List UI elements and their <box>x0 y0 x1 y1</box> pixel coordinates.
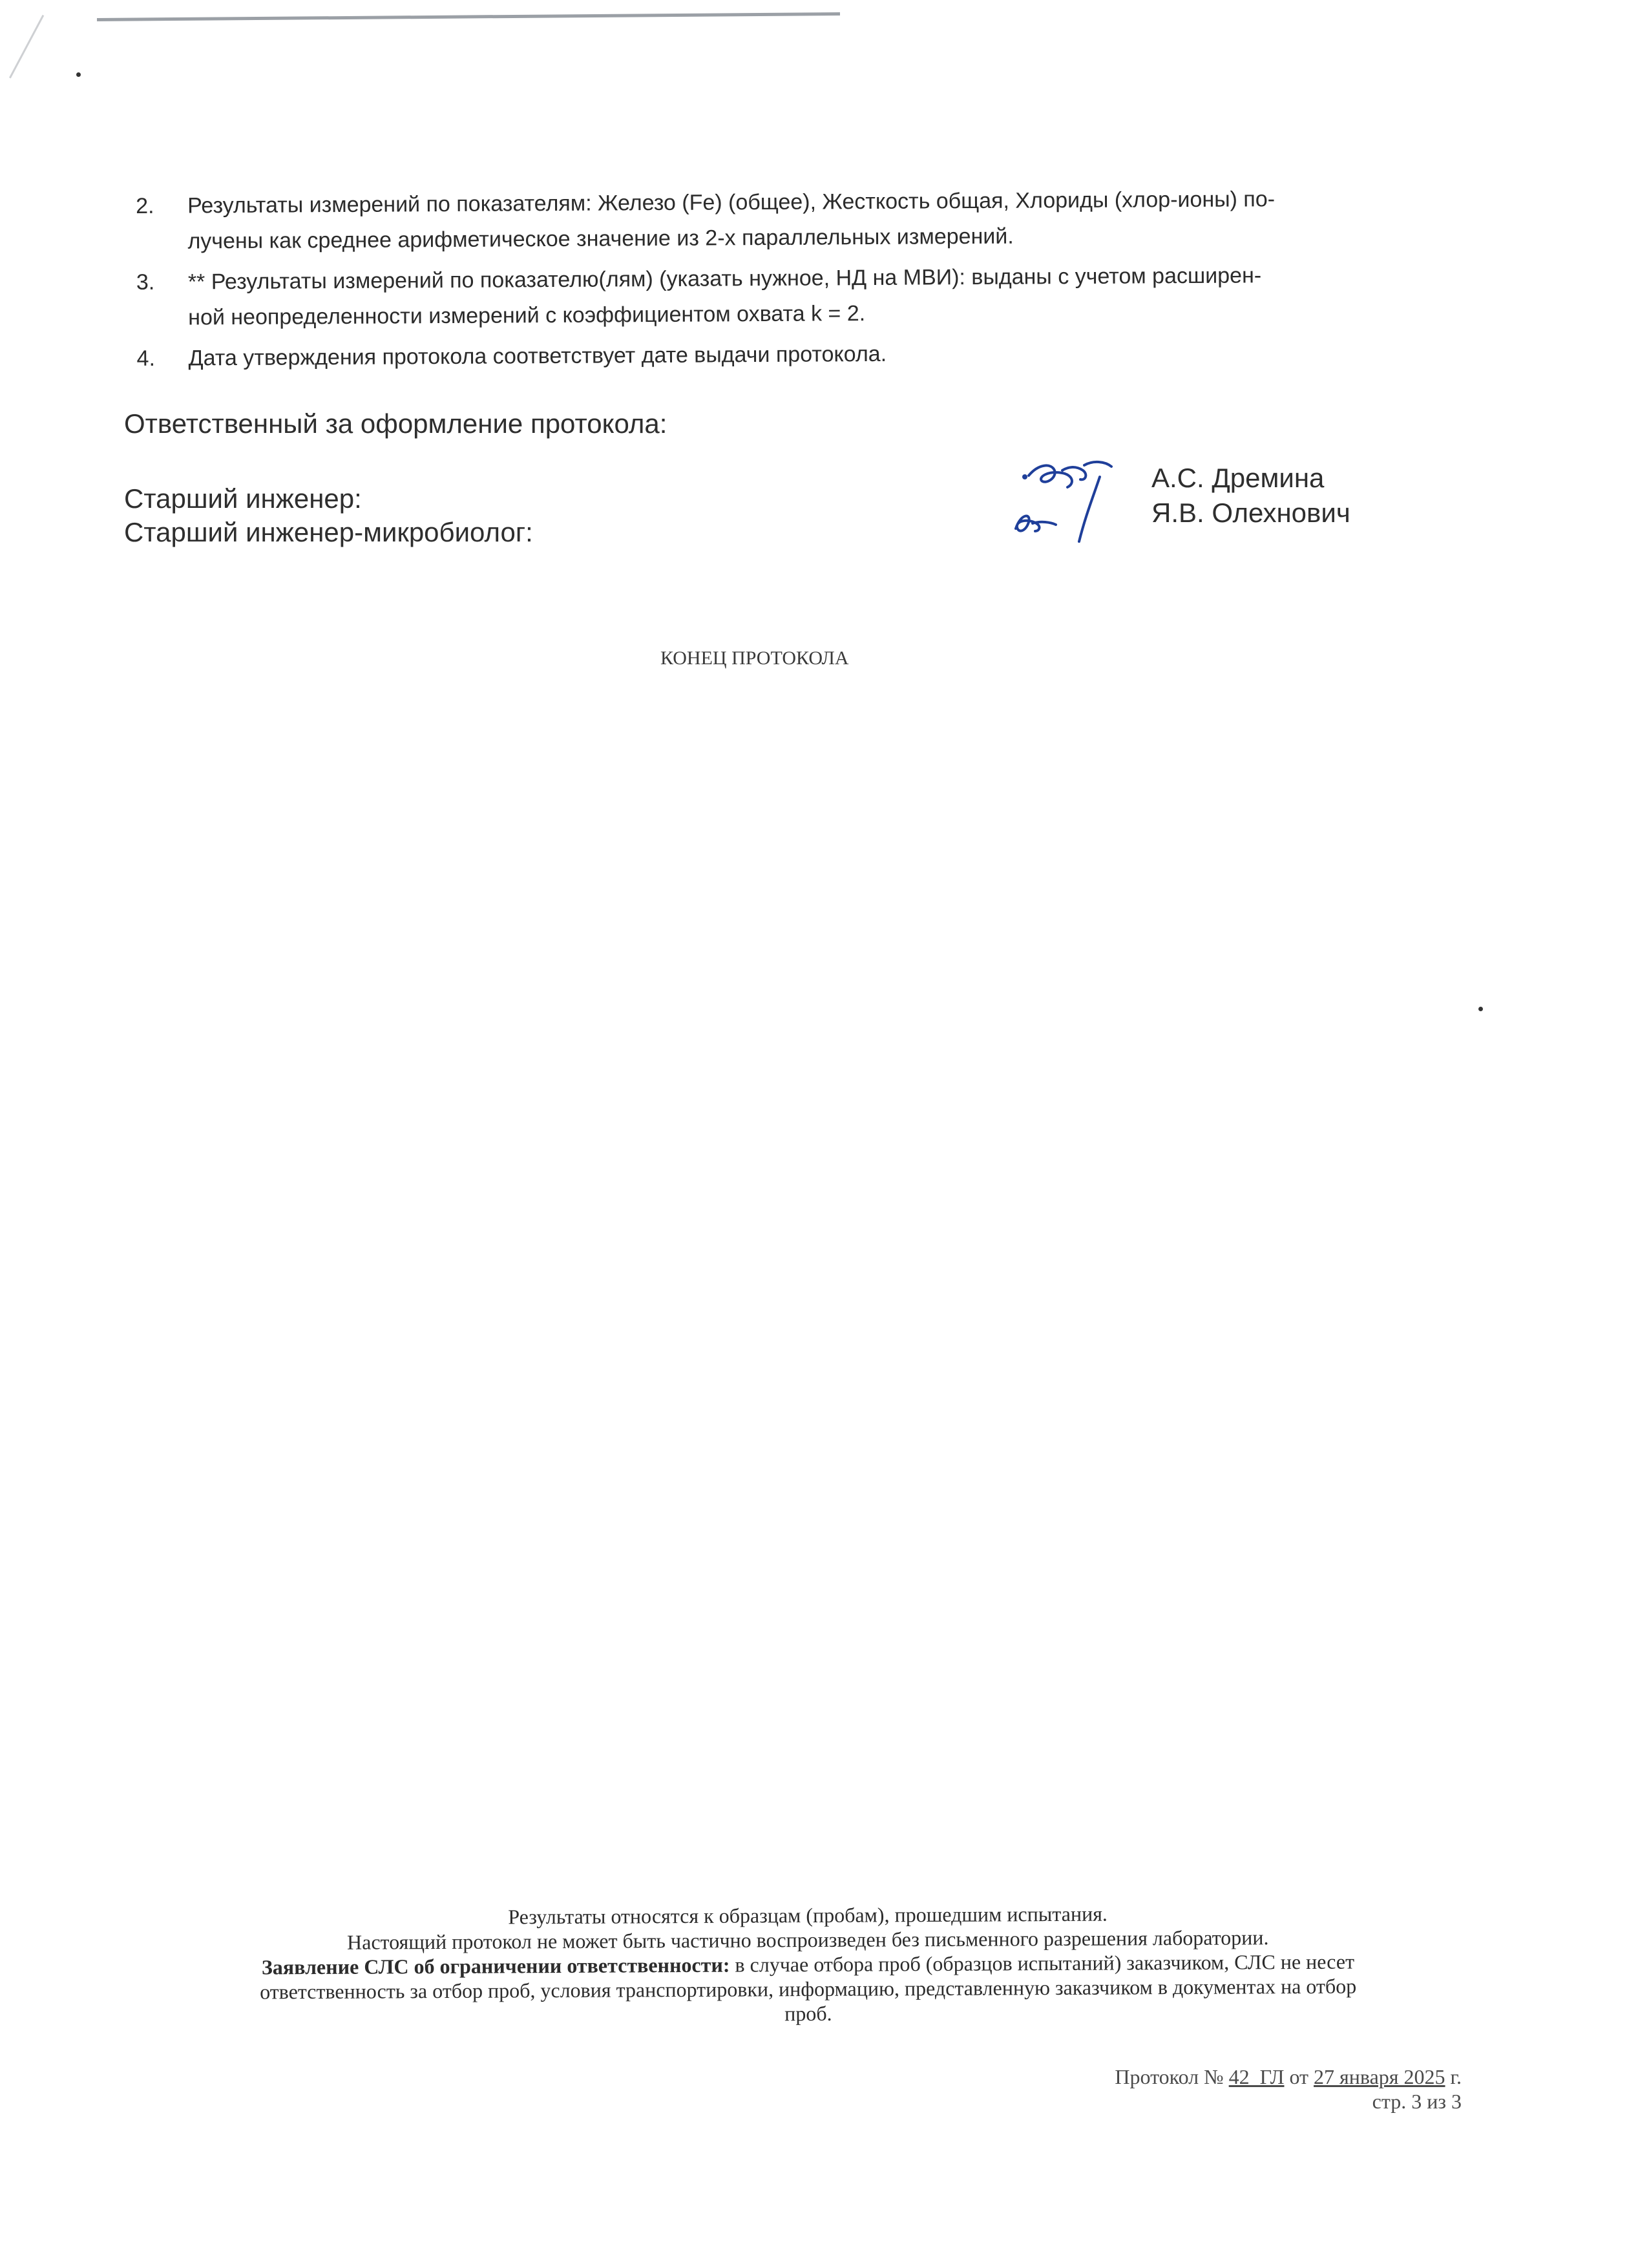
role-senior-microbiologist: Старший инженер-микробиолог: <box>124 517 533 547</box>
footer-line: Настоящий протокол не может быть частично воспроизведен без письменного разрешения лаборатории. <box>346 1926 1269 1954</box>
role-senior-engineer: Старший инженер: <box>124 483 362 514</box>
protocol-number-line <box>1115 2064 1462 2089</box>
note-item <box>130 333 1409 377</box>
note-line: Результаты измерений по показателям: Железо (Fe) (общее), Жесткость общая, Хлориды (хлор-ионы) по- <box>187 187 1276 218</box>
notes-list <box>129 181 1410 382</box>
name-dremina: А.С. Дремина <box>1151 463 1325 493</box>
scan-speck <box>76 72 81 77</box>
protocol-suffix: г. <box>1445 2065 1462 2088</box>
note-line: лучены как среднее арифметическое значение из 2-х параллельных измерений. <box>187 224 1014 254</box>
name-olekhnovich: Я.В. Олехнович <box>1151 498 1350 528</box>
protocol-middle: от <box>1284 2065 1314 2088</box>
protocol-date: 27 января 2025 <box>1314 2065 1445 2088</box>
disclaimer-label: Заявление СЛС об ограничении ответственности: <box>261 1953 730 1979</box>
protocol-prefix: Протокол № <box>1115 2065 1229 2088</box>
footer-line: Результаты относятся к образцам (пробам), прошедшим испытания. <box>508 1902 1108 1929</box>
scan-edge-shadow <box>97 12 840 21</box>
note-line: ** Результаты измерений по показателю(лям) (указать нужное, НД на МВИ): выданы с учетом расширен- <box>187 263 1262 295</box>
page-number: стр. 3 из 3 <box>1372 2090 1462 2113</box>
scan-corner-shadow <box>9 15 44 79</box>
note-number: 4. <box>136 346 156 371</box>
disclaimer-text: в случае отбора проб (образцов испытаний) заказчиком, СЛС не несет <box>730 1949 1355 1977</box>
end-of-protocol-label: КОНЕЦ ПРОТОКОЛА <box>660 647 849 669</box>
note-item <box>130 257 1410 336</box>
protocol-reference <box>1115 2064 1462 2114</box>
note-item <box>129 181 1409 260</box>
note-line: Дата утверждения протокола соответствует дате выдачи протокола. <box>188 341 887 371</box>
handwritten-signature <box>1003 451 1132 548</box>
protocol-number: 42_ГЛ <box>1228 2065 1285 2088</box>
responsible-heading: Ответственный за оформление протокола: <box>124 408 667 439</box>
note-number: 2. <box>136 193 154 218</box>
footer-line: проб. <box>784 2001 832 2026</box>
footer-line: ответственность за отбор проб, условия транспортировки, информацию, представленную заказчиком в документах на отбор <box>260 1974 1357 2004</box>
footer-disclaimer <box>123 1899 1493 2029</box>
note-number: 3. <box>136 269 155 295</box>
note-line: ной неопределенности измерений с коэффициентом охвата k = 2. <box>188 301 866 330</box>
scan-speck <box>1478 1007 1483 1011</box>
